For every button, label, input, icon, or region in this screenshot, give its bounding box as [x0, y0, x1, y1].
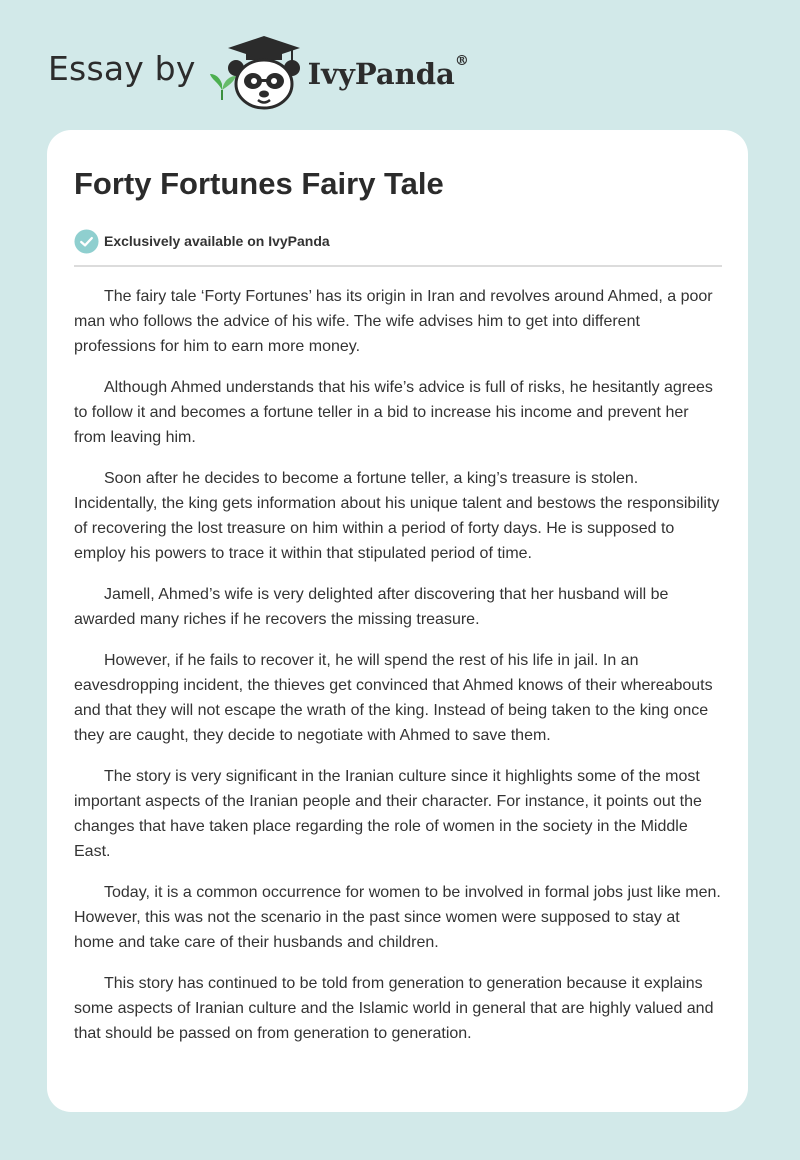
exclusive-badge-label: Exclusively available on IvyPanda: [104, 233, 330, 249]
paragraph: Soon after he decides to become a fortune teller, a king’s treasure is stolen. Incidentally, the king gets information about his unique talent and bestows the responsibility of recovering the lost treasure on him within a period of forty days. He is supposed to employ his powers to trace it within that stipulated period of time.: [74, 470, 720, 562]
essay-by-label: Essay by: [48, 48, 196, 88]
brand-text: IvyPanda: [307, 57, 455, 91]
page-title: Forty Fortunes Fairy Tale: [74, 166, 444, 201]
panda-graduate-icon: [208, 34, 304, 110]
paragraph: However, if he fails to recover it, he will spend the rest of his life in jail. In an eavesdropping incident, the thieves get convinced that Ahmed knows of their whereabouts and that they will not escape the wrath of the king. Instead of being taken to the king once they are caught, they decide to negotiate with Ahmed to save them.: [74, 652, 713, 744]
check-circle-icon: [74, 229, 99, 254]
paragraph: Although Ahmed understands that his wife’s advice is full of risks, he hesitantly agrees to follow it and becomes a fortune teller in a bid to increase his income and prevent her from leaving him.: [74, 379, 713, 446]
paragraph: This story has continued to be told from generation to generation because it explains some aspects of Iranian culture and the Islamic world in general that are highly valued and that should be passed on from generation to generation.: [74, 975, 714, 1042]
exclusive-badge: [74, 228, 722, 254]
divider: [74, 265, 722, 267]
brand-name: [307, 53, 469, 91]
paragraph: The fairy tale ‘Forty Fortunes’ has its origin in Iran and revolves around Ahmed, a poor man who follows the advice of his wife. The wife advises him to get into different professions for him to earn more money.: [74, 288, 713, 355]
registered-mark: ®: [454, 53, 469, 69]
essay-card: [47, 130, 748, 1112]
site-header: [48, 34, 488, 110]
paragraph: Jamell, Ahmed’s wife is very delighted after discovering that her husband will be awarded many riches if he recovers the missing treasure.: [74, 586, 669, 628]
essay-body: [74, 284, 722, 1046]
paragraph: The story is very significant in the Iranian culture since it highlights some of the most important aspects of the Iranian people and their character. For instance, it points out the changes that have taken place regarding the role of women in the society in the Middle East.: [74, 768, 702, 860]
paragraph: Today, it is a common occurrence for women to be involved in formal jobs just like men. However, this was not the scenario in the past since women were supposed to stay at home and take care of their husbands and children.: [74, 884, 721, 951]
